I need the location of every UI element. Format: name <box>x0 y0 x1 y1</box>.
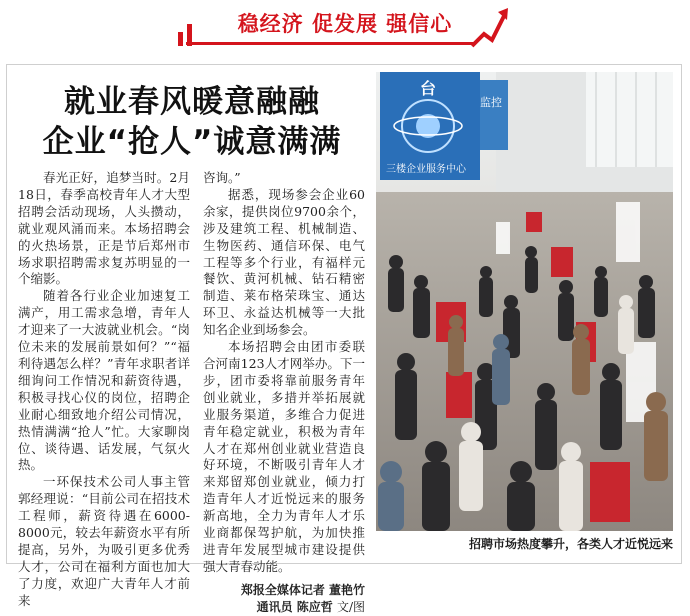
paragraph: 本场招聘会由团市委联合河南123人才网举办。下一步，团市委将靠前服务青年创业就业，多措并举拓展就业服务渠道，多维合力促进青年稳定就业，积极为青年人才在郑州创业就业营造良好环境，不断吸引青年人才来郑留郑创业就业，倾力打造青年人才近悦远来的服务新高地，全力为青年人才乐业商都保驾护航，为加快推进青年发展型城市建设提供强大青春动能。 <box>203 339 365 574</box>
job-fair-scene <box>376 72 673 531</box>
byline-author: 通讯员 陈应哲 <box>256 599 333 614</box>
byline-reporter: 郑报全媒体记者 董艳竹 <box>240 582 365 597</box>
paragraph: 据悉，现场参会企业60余家，提供岗位9700余个，涉及建筑工程、机械制造、生物医药、通信环保、电气工程等多个行业，有福样元餐饮、黄河机械、钻石精密制造、莱布格荣珠宝、通达环卫、永益达机械等一大批知名企业到场参会。 <box>203 186 365 338</box>
article-column-2 <box>203 170 365 616</box>
sign-label: 三楼企业服务中心 <box>386 164 466 175</box>
screen-panel <box>476 80 508 150</box>
article-column-1 <box>18 170 190 610</box>
article-headline <box>14 82 370 162</box>
screen-label: 监控 <box>480 96 502 109</box>
paragraph: 随着各行业企业加速复工满产，用工需求急增，青年人才迎来了一大波就业机会。“岗位未来的发展前景如何？”“福利待遇怎么样？”青年求职者详细询问工作情况和薪资待遇，积极寻找心仪的岗位，招聘企业耐心细致地介绍公司情况，热情满满“抢人”忙。大家聊岗位、谈待遇、话发展，气氛火热。 <box>18 288 190 473</box>
paragraph: 一环保技术公司人事主管郭经理说：“目前公司在招技术工程师，薪资待遇在6000-8000元，较去年薪资水平有所提高，另外，为吸引更多优秀人才，公司在福利方面也加大了力度，欢迎广大青年人才前来 <box>18 474 190 608</box>
headline-line-1: 就业春风暖意融融 <box>64 84 320 120</box>
headline-line-2: 企业“抢人”诚意满满 <box>42 124 342 160</box>
job-fair-photo <box>376 72 673 531</box>
article-byline <box>203 582 365 616</box>
byline-credit: 文/图 <box>336 599 365 614</box>
section-banner <box>0 0 690 52</box>
paragraph: 春光正好，追梦当时。2月18日，春季高校青年人才大型招聘会活动现场，人头攒动，就业观风涌而来。本场招聘会的火热场景，正是节后郑州市场求职招聘需求复苏明显的一个缩影。 <box>18 170 190 287</box>
sign-glyph: 台 <box>420 79 437 98</box>
section-title: 稳经济 促发展 强信心 <box>237 12 453 36</box>
upward-arrow-icon <box>470 6 510 50</box>
paragraph-continuation: 咨询。” <box>203 170 241 185</box>
photo-caption: 招聘市场热度攀升，各类人才近悦远来 <box>468 537 673 551</box>
banner-underline <box>186 42 476 45</box>
